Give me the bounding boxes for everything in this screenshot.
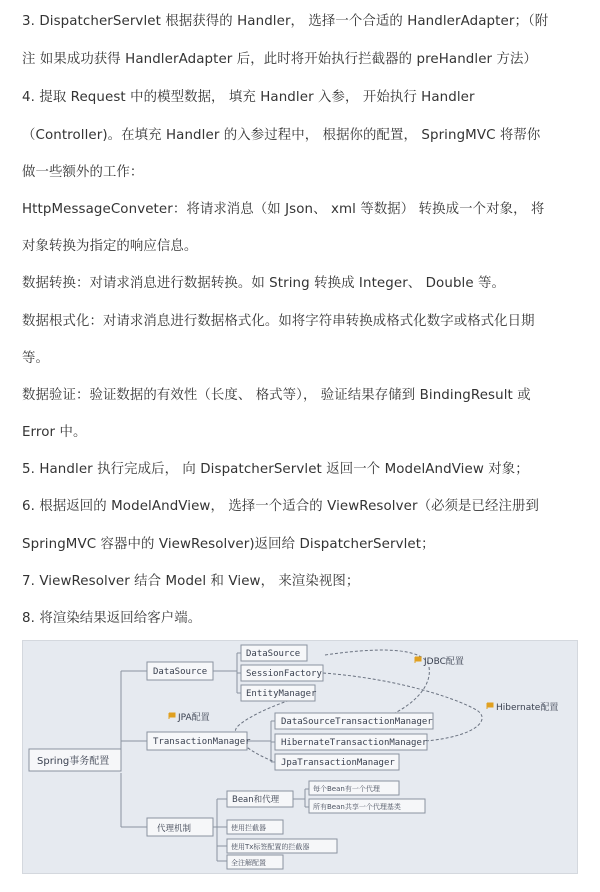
text-line: HttpMessageConveter：将请求消息（如 Json、 xml 等数据） 转换成一个对象， 将	[22, 202, 545, 217]
text-line: 数据验证：验证数据的有效性（长度、 格式等）， 验证结果存储到 BindingResult 或	[22, 388, 531, 403]
root-label: Spring事务配置	[37, 756, 110, 767]
proxy-node	[147, 818, 213, 836]
text-line: 5. Handler 执行完成后， 向 DispatcherServlet 返回一个 ModelAndView 对象；	[22, 462, 529, 477]
jpa-note-label: JPA配置	[178, 713, 210, 723]
hibernate-note	[487, 702, 558, 713]
child-label: 使用拦截器	[231, 824, 266, 832]
text-line: 等。	[22, 351, 49, 366]
text-line: 注 如果成功获得 HandlerAdapter 后，此时将开始执行拦截器的 preHandler 方法）	[22, 52, 537, 67]
spring-transaction-diagram	[22, 640, 578, 874]
text-line: 4. 提取 Request 中的模型数据， 填充 Handler 入参， 开始执行 Handler	[22, 90, 475, 105]
child-label: DataSourceTransactionManager	[281, 717, 433, 727]
text-line: 数据转换：对请求消息进行数据转换。如 String 转换成 Integer、 Double 等。	[22, 276, 506, 291]
flag-icon	[415, 657, 421, 663]
child-label: SessionFactory	[246, 669, 322, 679]
flag-icon	[487, 703, 493, 709]
flag-icon	[169, 713, 175, 719]
jdbc-note	[415, 656, 464, 667]
diagram-canvas	[23, 641, 577, 873]
datasource-label: DataSource	[153, 667, 208, 677]
text-line: 8. 将渲染结果返回给客户端。	[22, 611, 202, 626]
child-label: EntityManager	[246, 689, 317, 699]
text-line: Error 中。	[22, 425, 87, 440]
text-line: SpringMVC 容器中的 ViewResolver)返回给 DispatcherServlet；	[22, 537, 435, 552]
text-line: 做一些额外的工作：	[22, 165, 144, 180]
datasource-children	[241, 645, 323, 701]
child-label: Bean和代理	[232, 795, 280, 805]
child-label: DataSource	[246, 649, 301, 659]
text-line: （Controller)。在填充 Handler 的入参过程中， 根据你的配置， SpringMVC 将帮你	[22, 128, 541, 143]
text-line: 对象转换为指定的响应信息。	[22, 239, 198, 254]
datasource-node	[147, 662, 213, 680]
child-label: 全注解配置	[231, 859, 266, 867]
tm-children	[275, 713, 433, 770]
text-line: 3. DispatcherServlet 根据获得的 Handler， 选择一个合适的 HandlerAdapter；（附	[22, 14, 549, 29]
text-line: 数据根式化：对请求消息进行数据格式化。如将字符串转换成格式化数字或格式化日期	[22, 314, 535, 329]
child-label: 所有Bean共享一个代理基类	[313, 803, 401, 811]
jdbc-relation	[325, 650, 429, 665]
hibernate-relation	[323, 673, 482, 741]
proxy-label: 代理机制	[157, 824, 192, 834]
text-line: 6. 根据返回的 ModelAndView， 选择一个适合的 ViewResolver（必须是已经注册到	[22, 499, 539, 514]
child-label: JpaTransactionManager	[281, 758, 395, 768]
root-node	[29, 749, 121, 771]
child-label: 每个Bean有一个代理	[313, 785, 380, 793]
hibernate-note-label: Hibernate配置	[496, 703, 559, 713]
jpa-note	[169, 712, 210, 723]
child-label: 使用Tx标签配置的拦截器	[231, 843, 310, 851]
jdbc-note-label: JDBC配置	[424, 657, 464, 667]
transaction-manager-label: TransactionManager	[153, 737, 251, 747]
child-label: HibernateTransactionManager	[281, 738, 428, 748]
transaction-manager-node	[147, 732, 251, 750]
proxy-children	[227, 781, 425, 869]
text-line: 7. ViewResolver 结合 Model 和 View， 来渲染视图；	[22, 574, 360, 589]
